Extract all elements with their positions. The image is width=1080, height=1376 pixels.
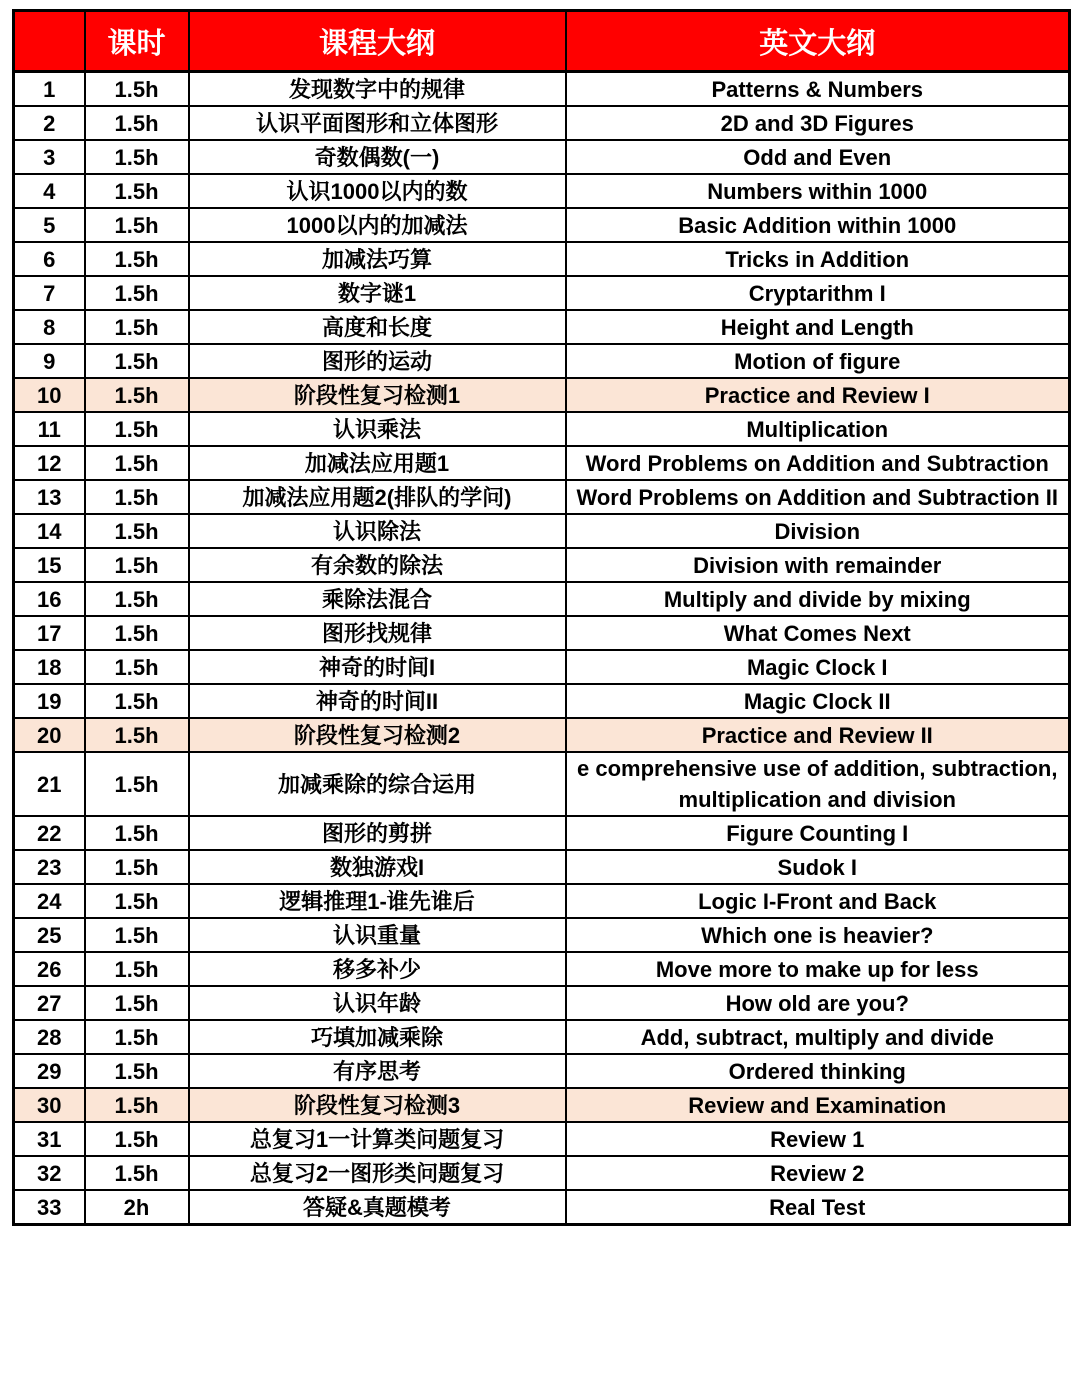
cn-title-cell: 加减法应用题1 xyxy=(189,446,566,480)
lesson-number-cell: 12 xyxy=(14,446,85,480)
lesson-number-cell: 23 xyxy=(14,850,85,884)
class-hours-cell: 1.5h xyxy=(85,650,189,684)
cn-title-cell: 逻辑推理1-谁先谁后 xyxy=(189,884,566,918)
table-row xyxy=(14,480,1070,514)
lesson-number-cell: 16 xyxy=(14,582,85,616)
table-row xyxy=(14,514,1070,548)
lesson-number-cell: 27 xyxy=(14,986,85,1020)
lesson-number-cell: 6 xyxy=(14,242,85,276)
en-title-cell: Multiplication xyxy=(566,412,1070,446)
cn-title-cell: 阶段性复习检测1 xyxy=(189,378,566,412)
lesson-number-cell: 32 xyxy=(14,1156,85,1190)
header-lesson-number xyxy=(14,11,85,72)
lesson-number-cell: 11 xyxy=(14,412,85,446)
en-title-cell: Cryptarithm I xyxy=(566,276,1070,310)
en-title-cell: Magic Clock II xyxy=(566,684,1070,718)
cn-title-cell: 巧填加减乘除 xyxy=(189,1020,566,1054)
class-hours-cell: 1.5h xyxy=(85,616,189,650)
en-title-cell: Ordered thinking xyxy=(566,1054,1070,1088)
table-row xyxy=(14,548,1070,582)
en-title-cell: Practice and Review I xyxy=(566,378,1070,412)
header-course-outline-en: 英文大纲 xyxy=(566,11,1070,72)
en-title-cell: Review 1 xyxy=(566,1122,1070,1156)
cn-title-cell: 有余数的除法 xyxy=(189,548,566,582)
lesson-number-cell: 20 xyxy=(14,718,85,752)
class-hours-cell: 1.5h xyxy=(85,952,189,986)
table-row xyxy=(14,446,1070,480)
table-row xyxy=(14,1020,1070,1054)
class-hours-cell: 1.5h xyxy=(85,548,189,582)
en-title-cell: Division xyxy=(566,514,1070,548)
lesson-number-cell: 9 xyxy=(14,344,85,378)
table-row xyxy=(14,718,1070,752)
table-row xyxy=(14,884,1070,918)
en-title-cell: Patterns & Numbers xyxy=(566,72,1070,107)
en-title-cell: What Comes Next xyxy=(566,616,1070,650)
class-hours-cell: 1.5h xyxy=(85,208,189,242)
table-row xyxy=(14,140,1070,174)
cn-title-cell: 阶段性复习检测3 xyxy=(189,1088,566,1122)
cn-title-cell: 认识平面图形和立体图形 xyxy=(189,106,566,140)
en-title-cell: Sudok I xyxy=(566,850,1070,884)
class-hours-cell: 1.5h xyxy=(85,1122,189,1156)
lesson-number-cell: 18 xyxy=(14,650,85,684)
cn-title-cell: 认识乘法 xyxy=(189,412,566,446)
en-title-cell: Real Test xyxy=(566,1190,1070,1225)
lesson-number-cell: 29 xyxy=(14,1054,85,1088)
class-hours-cell: 1.5h xyxy=(85,816,189,850)
lesson-number-cell: 14 xyxy=(14,514,85,548)
lesson-number-cell: 19 xyxy=(14,684,85,718)
lesson-number-cell: 5 xyxy=(14,208,85,242)
cn-title-cell: 乘除法混合 xyxy=(189,582,566,616)
class-hours-cell: 2h xyxy=(85,1190,189,1225)
lesson-number-cell: 13 xyxy=(14,480,85,514)
table-row xyxy=(14,310,1070,344)
table-row xyxy=(14,1122,1070,1156)
table-row xyxy=(14,378,1070,412)
class-hours-cell: 1.5h xyxy=(85,1020,189,1054)
class-hours-cell: 1.5h xyxy=(85,344,189,378)
table-row xyxy=(14,582,1070,616)
class-hours-cell: 1.5h xyxy=(85,752,189,816)
en-title-cell: Height and Length xyxy=(566,310,1070,344)
en-title-cell: How old are you? xyxy=(566,986,1070,1020)
cn-title-cell: 数独游戏I xyxy=(189,850,566,884)
header-class-hours: 课时 xyxy=(85,11,189,72)
class-hours-cell: 1.5h xyxy=(85,276,189,310)
cn-title-cell: 图形的运动 xyxy=(189,344,566,378)
cn-title-cell: 数字谜1 xyxy=(189,276,566,310)
class-hours-cell: 1.5h xyxy=(85,1054,189,1088)
en-title-cell: Odd and Even xyxy=(566,140,1070,174)
table-row xyxy=(14,344,1070,378)
en-title-cell: Word Problems on Addition and Subtraction xyxy=(566,446,1070,480)
class-hours-cell: 1.5h xyxy=(85,174,189,208)
class-hours-cell: 1.5h xyxy=(85,884,189,918)
class-hours-cell: 1.5h xyxy=(85,140,189,174)
table-row xyxy=(14,918,1070,952)
cn-title-cell: 阶段性复习检测2 xyxy=(189,718,566,752)
table-row xyxy=(14,850,1070,884)
class-hours-cell: 1.5h xyxy=(85,72,189,107)
cn-title-cell: 认识重量 xyxy=(189,918,566,952)
header-row xyxy=(14,11,1070,72)
class-hours-cell: 1.5h xyxy=(85,582,189,616)
table-row xyxy=(14,752,1070,816)
cn-title-cell: 答疑&真题模考 xyxy=(189,1190,566,1225)
cn-title-cell: 加减法巧算 xyxy=(189,242,566,276)
cn-title-cell: 神奇的时间I xyxy=(189,650,566,684)
class-hours-cell: 1.5h xyxy=(85,412,189,446)
cn-title-cell: 图形的剪拼 xyxy=(189,816,566,850)
lesson-number-cell: 24 xyxy=(14,884,85,918)
cn-title-cell: 移多补少 xyxy=(189,952,566,986)
class-hours-cell: 1.5h xyxy=(85,446,189,480)
table-row xyxy=(14,986,1070,1020)
class-hours-cell: 1.5h xyxy=(85,1088,189,1122)
class-hours-cell: 1.5h xyxy=(85,378,189,412)
table-row xyxy=(14,242,1070,276)
table-row xyxy=(14,1156,1070,1190)
lesson-number-cell: 17 xyxy=(14,616,85,650)
table-row xyxy=(14,208,1070,242)
table-header xyxy=(14,11,1070,72)
class-hours-cell: 1.5h xyxy=(85,310,189,344)
cn-title-cell: 1000以内的加减法 xyxy=(189,208,566,242)
cn-title-cell: 认识除法 xyxy=(189,514,566,548)
table-row xyxy=(14,276,1070,310)
en-title-cell: Motion of figure xyxy=(566,344,1070,378)
table-row xyxy=(14,106,1070,140)
lesson-number-cell: 33 xyxy=(14,1190,85,1225)
en-title-cell: Basic Addition within 1000 xyxy=(566,208,1070,242)
lesson-number-cell: 7 xyxy=(14,276,85,310)
class-hours-cell: 1.5h xyxy=(85,480,189,514)
en-title-cell: Review 2 xyxy=(566,1156,1070,1190)
table-row xyxy=(14,952,1070,986)
table-row xyxy=(14,816,1070,850)
lesson-number-cell: 15 xyxy=(14,548,85,582)
header-course-outline-cn: 课程大纲 xyxy=(189,11,566,72)
class-hours-cell: 1.5h xyxy=(85,718,189,752)
en-title-cell: Which one is heavier? xyxy=(566,918,1070,952)
class-hours-cell: 1.5h xyxy=(85,684,189,718)
en-title-cell: Logic I-Front and Back xyxy=(566,884,1070,918)
cn-title-cell: 神奇的时间II xyxy=(189,684,566,718)
en-title-cell: Practice and Review II xyxy=(566,718,1070,752)
table-row xyxy=(14,650,1070,684)
cn-title-cell: 有序思考 xyxy=(189,1054,566,1088)
cn-title-cell: 认识年龄 xyxy=(189,986,566,1020)
class-hours-cell: 1.5h xyxy=(85,242,189,276)
class-hours-cell: 1.5h xyxy=(85,918,189,952)
lesson-number-cell: 31 xyxy=(14,1122,85,1156)
lesson-number-cell: 28 xyxy=(14,1020,85,1054)
lesson-number-cell: 26 xyxy=(14,952,85,986)
lesson-number-cell: 2 xyxy=(14,106,85,140)
cn-title-cell: 加减法应用题2(排队的学问) xyxy=(189,480,566,514)
en-title-cell: Multiply and divide by mixing xyxy=(566,582,1070,616)
en-title-cell: 2D and 3D Figures xyxy=(566,106,1070,140)
cn-title-cell: 总复习1一计算类问题复习 xyxy=(189,1122,566,1156)
en-title-cell: Add, subtract, multiply and divide xyxy=(566,1020,1070,1054)
class-hours-cell: 1.5h xyxy=(85,106,189,140)
en-title-cell: Word Problems on Addition and Subtraction II xyxy=(566,480,1070,514)
lesson-number-cell: 10 xyxy=(14,378,85,412)
lesson-number-cell: 22 xyxy=(14,816,85,850)
cn-title-cell: 发现数字中的规律 xyxy=(189,72,566,107)
en-title-cell: Tricks in Addition xyxy=(566,242,1070,276)
class-hours-cell: 1.5h xyxy=(85,850,189,884)
en-title-cell: Review and Examination xyxy=(566,1088,1070,1122)
table-row xyxy=(14,616,1070,650)
table-row xyxy=(14,412,1070,446)
table-body xyxy=(14,72,1070,1225)
class-hours-cell: 1.5h xyxy=(85,514,189,548)
cn-title-cell: 高度和长度 xyxy=(189,310,566,344)
lesson-number-cell: 21 xyxy=(14,752,85,816)
lesson-number-cell: 4 xyxy=(14,174,85,208)
en-title-cell: Move more to make up for less xyxy=(566,952,1070,986)
cn-title-cell: 认识1000以内的数 xyxy=(189,174,566,208)
en-title-cell: Magic Clock I xyxy=(566,650,1070,684)
table-row xyxy=(14,72,1070,107)
lesson-number-cell: 1 xyxy=(14,72,85,107)
table-row xyxy=(14,1190,1070,1225)
course-outline-table xyxy=(12,9,1071,1226)
table-row xyxy=(14,684,1070,718)
lesson-number-cell: 30 xyxy=(14,1088,85,1122)
cn-title-cell: 图形找规律 xyxy=(189,616,566,650)
cn-title-cell: 奇数偶数(一) xyxy=(189,140,566,174)
en-title-cell: Numbers within 1000 xyxy=(566,174,1070,208)
class-hours-cell: 1.5h xyxy=(85,1156,189,1190)
cn-title-cell: 总复习2一图形类问题复习 xyxy=(189,1156,566,1190)
cn-title-cell: 加减乘除的综合运用 xyxy=(189,752,566,816)
lesson-number-cell: 8 xyxy=(14,310,85,344)
table-row xyxy=(14,1054,1070,1088)
en-title-cell: e comprehensive use of addition, subtraction, multiplication and division xyxy=(566,752,1070,816)
en-title-cell: Division with remainder xyxy=(566,548,1070,582)
lesson-number-cell: 25 xyxy=(14,918,85,952)
table-row xyxy=(14,1088,1070,1122)
en-title-cell: Figure Counting I xyxy=(566,816,1070,850)
class-hours-cell: 1.5h xyxy=(85,986,189,1020)
table-row xyxy=(14,174,1070,208)
lesson-number-cell: 3 xyxy=(14,140,85,174)
